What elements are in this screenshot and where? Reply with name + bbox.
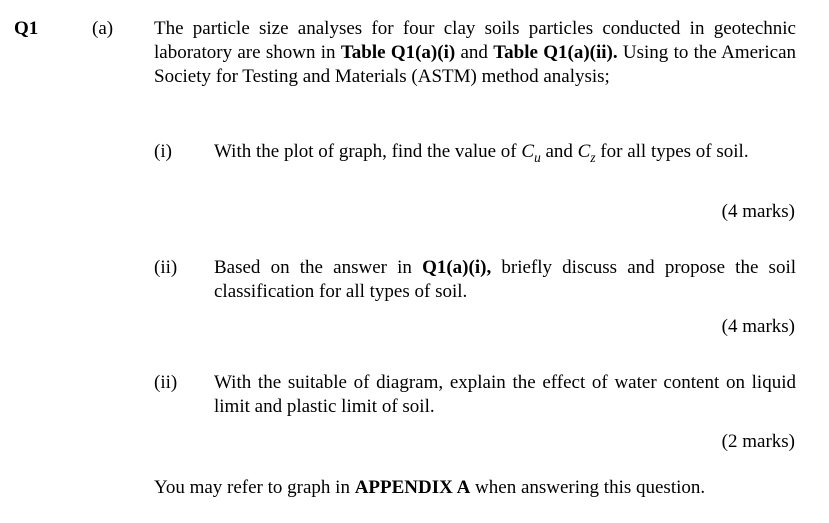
intro-text-2: Using to the American Society for Testing and Materials (ASTM) method analysis; [154, 42, 797, 87]
table-ref-2: Table Q1(a)(ii). [493, 42, 618, 63]
question-intro [154, 17, 796, 89]
subpart-label-iii: (ii) [154, 372, 178, 393]
appendix-note [154, 476, 814, 500]
subpart-ii-text-after: briefly discuss and propose the soil classification for all types of soil. [214, 257, 796, 302]
part-label: (a) [92, 18, 114, 39]
marks-ii: (4 marks) [721, 316, 795, 337]
question-ref: Q1(a)(i), [422, 257, 492, 278]
footer-text-before: You may refer to graph in [154, 477, 355, 498]
subpart-text-ii [214, 256, 796, 304]
cz-symbol: $C_z$ [577, 141, 596, 165]
subpart-text-iii: With the suitable of diagram, explain the effect of water content on liquid limit and plastic limit of soil. [214, 372, 796, 417]
marks-i: (4 marks) [721, 201, 795, 222]
table-ref-1: Table Q1(a)(i) [340, 42, 456, 63]
subpart-label-ii: (ii) [154, 257, 178, 278]
subpart-i-text-before: With the plot of graph, find the value of [214, 141, 522, 162]
intro-text-1: The particle size analyses for four clay soils particles conducted in geotechnic laboratory are shown in [154, 18, 796, 63]
subpart-i-and: and [540, 141, 578, 162]
marks-iii: (2 marks) [721, 431, 795, 452]
subpart-text-i [214, 140, 796, 170]
subpart-ii-text-before: Based on the answer in [214, 257, 423, 278]
appendix-ref: APPENDIX A [354, 477, 471, 498]
intro-and: and [455, 42, 494, 63]
cu-symbol: $C_u$ [521, 141, 541, 165]
subpart-i-text-after: for all types of soil. [595, 141, 749, 162]
subpart-label-i: (i) [154, 141, 172, 162]
footer-text-after: when answering this question. [470, 477, 706, 498]
question-number: Q1 [14, 18, 39, 39]
